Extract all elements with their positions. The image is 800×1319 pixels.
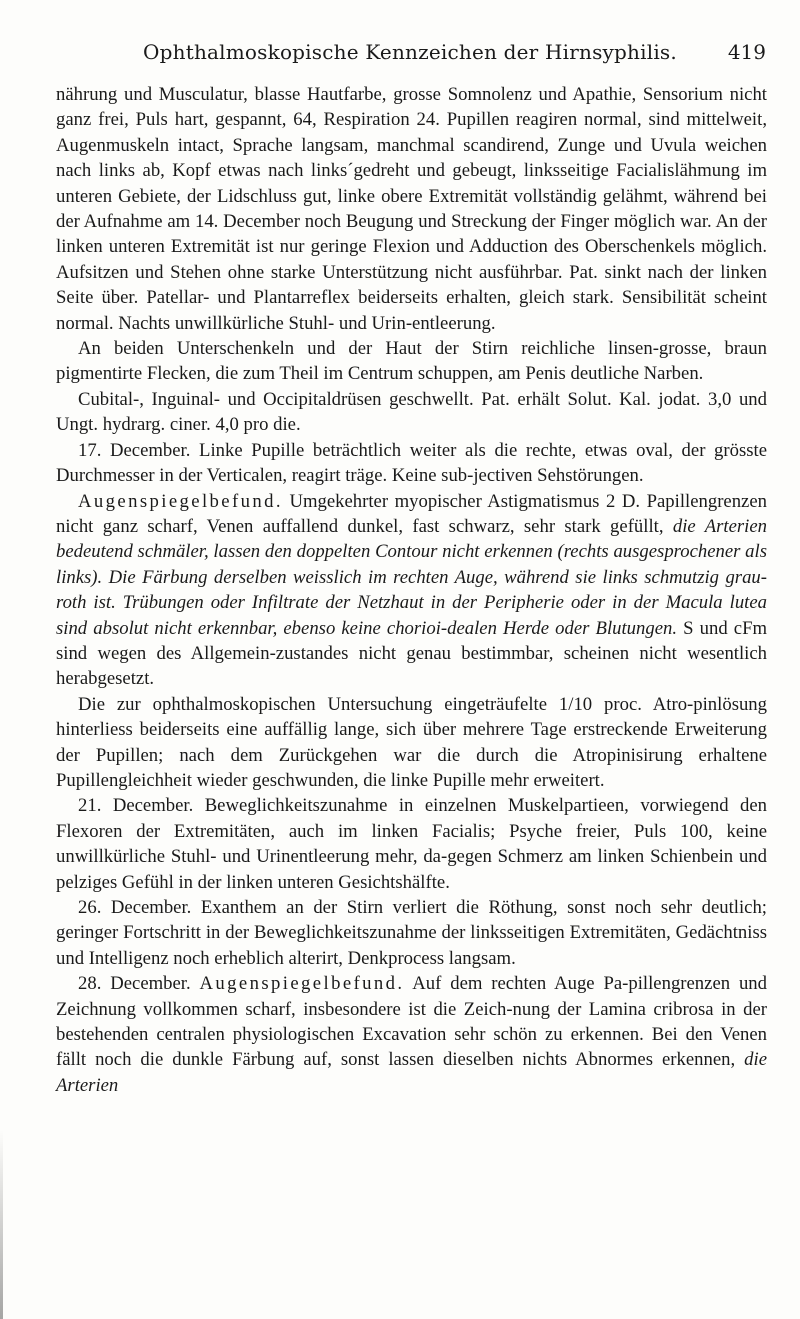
paragraph (56, 336, 767, 387)
scan-edge-shadow (0, 1130, 3, 1319)
text-run: proc. Atro-pinlösung hinterliess beiderseits eine auffällig lange, sich über mehrere Tage erstreckende Erweiterung der Pupillen; nach dem Zurückgehen war die durch die Atropinisirung erhaltene Pupillengleichheit wieder geschwunden, die linke Pupille mehr erweitert. (56, 693, 767, 791)
paragraph (56, 438, 767, 489)
text-run: Auf dem rechten Auge Pa-pillengrenzen und Zeichnung vollkommen scharf, insbesondere ist die Zeich-nung der Lamina cribrosa in der bestehenden centralen physiologischen Excavation sehr schön zu erkennen. Bei den Venen fällt noch die dunkle Färbung auf, sonst lassen dieselben nichts Abnormes erkennen, (56, 973, 767, 1071)
paragraph (56, 895, 767, 971)
running-header (54, 34, 766, 70)
spaced-heading-run: Augenspiegelbefund. (199, 973, 405, 995)
spaced-heading-run: Augenspiegelbefund. (78, 490, 283, 512)
text-run: nährung und Musculatur, blasse Hautfarbe, grosse Somnolenz und Apathie, Sensorium nicht ganz frei, Puls hart, gespannt, 64, Respiration 24. Pupillen reagiren normal, sind mittelweit, Augenmuskeln intact, Sprache langsam, manchmal scandirend, Zunge und Uvula weichen nach links ab, Kopf etwas nach links´gedreht und gebeugt, linksseitige Facialislähmung im unteren Gebiete, der Lidschluss gut, linke obere Extremität vollständig gelähmt, während bei der Aufnahme am 14. December noch Beugung und Streckung der Finger möglich war. An der linken unteren Extremität ist nur geringe Flexion und Adduction des Oberschenkels möglich. Aufsitzen und Stehen ohne starke Unterstützung nicht ausführbar. Pat. sinkt nach der linken Seite über. Patellar- und Plantarreflex beiderseits erhalten, gleich stark. Sensibilität scheint normal. Nachts unwillkürliche Stuhl- und Urin-entleerung. (56, 84, 767, 334)
text-run: Cubital-, Inguinal- und Occipitaldrüsen geschwellt. Pat. erhält Solut. Kal. jodat. 3,0 und Ungt. hydrarg. ciner. 4,0 pro die. (56, 388, 767, 436)
text-run: Die zur ophthalmoskopischen Untersuchung eingeträufelte (78, 693, 559, 715)
text-run: S und cFm sind wegen des Allgemein-zustandes nicht genau bestimmbar, scheinen nicht wesentlich herabgesetzt. (56, 617, 767, 690)
paragraph (56, 82, 767, 336)
running-title: Ophthalmoskopische Kennzeichen der Hirnsyphilis. (143, 40, 677, 64)
paragraph (56, 489, 767, 692)
text-run: 21. December. Beweglichkeitszunahme in einzelnen Muskelpartieen, vorwiegend den Flexoren der Extremitäten, auch im linken Facialis; Psyche freier, Puls 100, keine unwillkürliche Stuhl- und Urinentleerung mehr, da-gegen Schmerz am linken Schienbein und pelziges Gefühl in der linken unteren Gesichtshälfte. (56, 795, 767, 893)
text-run: 26. December. Exanthem an der Stirn verliert die Röthung, sonst noch sehr deutlich; geringer Fortschritt in der Beweglichkeitszunahme der linksseitigen Extremitäten, Gedächtniss und Intelligenz noch erheblich alterirt, Denkprocess langsam. (56, 897, 767, 969)
text-run: 17. December. Linke Pupille beträchtlich weiter als die rechte, etwas oval, der grösste Durchmesser in der Verticalen, reagirt träge. Keine sub-jectiven Sehstörungen. (56, 439, 767, 487)
text-run: 28. December. (78, 973, 200, 995)
italic-run: die Arterien (56, 1049, 767, 1096)
paragraph (56, 692, 767, 794)
page-number: 419 (727, 40, 766, 64)
text-run: Umgekehrter myopischer Astigmatismus 2 D. Papillengrenzen nicht ganz scharf, Venen auffallend dunkel, fast schwarz, sehr stark gefüllt, (56, 490, 767, 537)
paragraph (56, 387, 767, 438)
italic-run: die Arterien bedeutend schmäler, lassen den doppelten Contour nicht erkennen (rechts ausgesprochener als links). Die Färbung derselben weisslich im rechten Auge, während sie links schmutzig grau-roth ist. Trübungen oder Infiltrate der Netzhaut in der Peripherie oder in der Macula lutea sind absolut nicht erkennbar, ebenso keine chorioi-dealen Herde oder Blutungen. (56, 515, 767, 639)
text-run: An beiden Unterschenkeln und der Haut der Stirn reichliche linsen-grosse, braun pigmentirte Flecken, die zum Theil im Centrum schuppen, am Penis deutliche Narben. (56, 338, 767, 385)
body-text (56, 82, 767, 1098)
paragraph (56, 793, 767, 895)
paragraph (56, 971, 767, 1098)
text-run: 1/10 (558, 693, 593, 715)
